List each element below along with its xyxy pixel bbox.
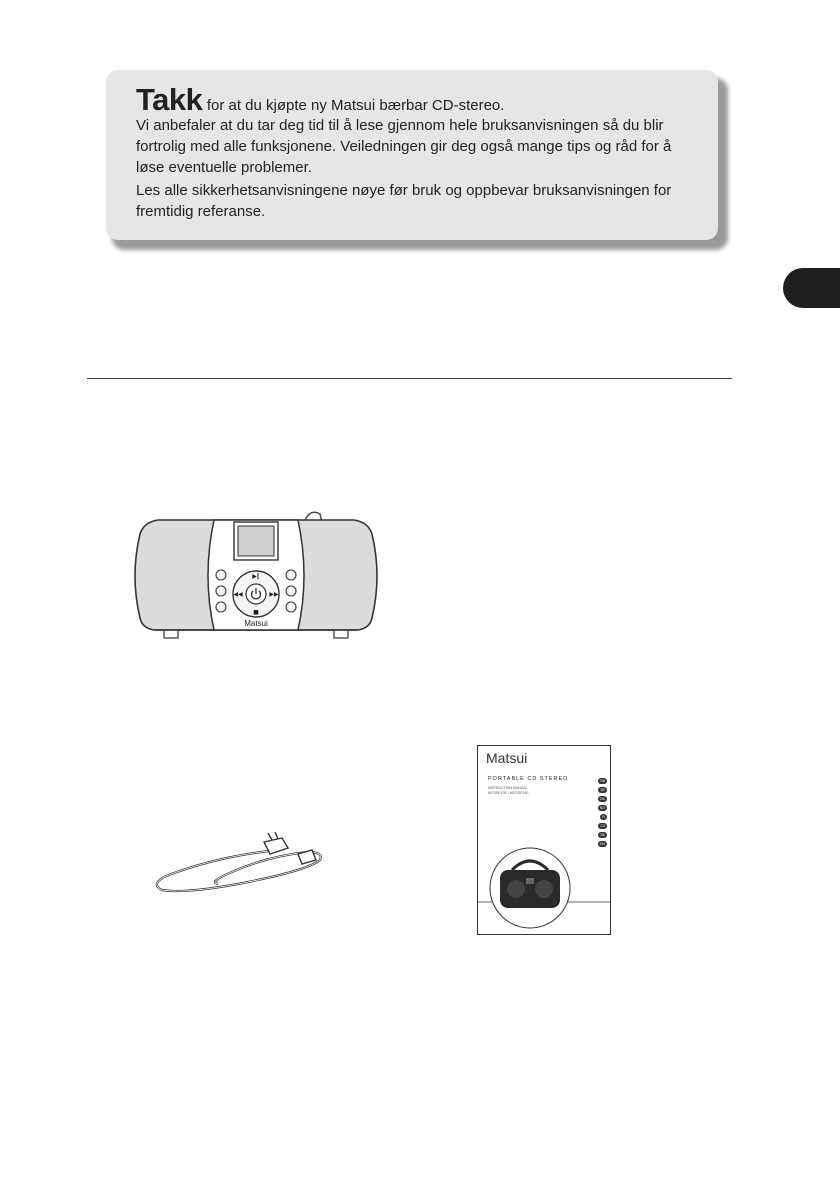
- manual-cover-photo: [478, 844, 611, 935]
- manual-language-item: CZ: [600, 823, 605, 828]
- manual-language-item: HU: [599, 841, 605, 846]
- manual-language-item: SE: [600, 787, 605, 792]
- manual-brand: Matsui: [486, 750, 528, 766]
- cd-stereo-illustration: [132, 506, 380, 644]
- manual-model: MCDSP13E / MCDSP14E: [488, 791, 529, 795]
- manual-subtitle: INSTRUCTION MANUAL: [488, 786, 528, 790]
- intro-paragraph-2: Les alle sikkerhetsanvisningene nøye før bruk og oppbevar bruksanvisningen for fremtidig referanse.: [136, 182, 672, 220]
- stereo-brand-label: Matsui: [244, 619, 268, 628]
- manual-title: PORTABLE CD STEREO: [488, 776, 569, 782]
- svg-text:◀◀: ◀◀: [233, 591, 243, 598]
- manual-language-item: FI: [601, 814, 605, 819]
- section-divider: [87, 378, 732, 379]
- instruction-manual-illustration: [477, 745, 611, 935]
- power-cord-illustration: [148, 832, 326, 898]
- intro-title: Takk: [136, 82, 203, 117]
- intro-first-text: for at du kjøpte ny Matsui bærbar CD-stereo.: [206, 97, 505, 114]
- intro-paragraph-1: Vi anbefaler at du tar deg tid til å lese gjennom hele bruksanvisningen så du blir fortrolig med alle funksjonene. Veiledningen gir deg også mange tips og råd for å løse eventuelle problemer.: [136, 117, 672, 176]
- manual-language-item: GB: [599, 778, 605, 783]
- manual-language-item: SK: [600, 832, 605, 837]
- intro-box: [106, 70, 718, 240]
- svg-text:▶‖: ▶‖: [252, 573, 260, 580]
- svg-text:■: ■: [253, 609, 259, 616]
- svg-text:▶▶: ▶▶: [269, 591, 279, 598]
- language-tab: [783, 268, 840, 308]
- manual-language-list: [577, 776, 607, 848]
- intro-first-line: [136, 84, 688, 115]
- manual-language-item: NO: [599, 805, 605, 810]
- manual-language-item: DK: [600, 796, 605, 801]
